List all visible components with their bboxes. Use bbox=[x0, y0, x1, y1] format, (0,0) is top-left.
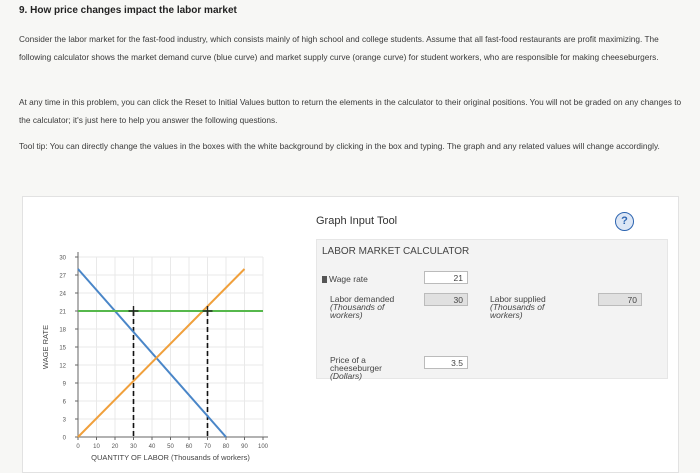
price-unit: (Dollars) bbox=[330, 371, 363, 381]
tool-title: Graph Input Tool bbox=[316, 215, 398, 227]
y-tick-label: 3 bbox=[62, 417, 66, 424]
graph-input-tool-panel bbox=[22, 196, 679, 473]
labor-demanded-label: Labor demanded bbox=[330, 294, 395, 304]
y-tick-label: 21 bbox=[59, 309, 66, 316]
y-tick-label: 24 bbox=[59, 291, 66, 298]
labor-demanded-value: 30 bbox=[424, 293, 468, 306]
x-tick-label: 100 bbox=[257, 444, 269, 450]
wage-rate-bullet-icon bbox=[322, 276, 327, 283]
x-axis-label: QUANTITY OF LABOR (Thousands of workers) bbox=[91, 453, 250, 462]
wage-rate-input[interactable]: 21 bbox=[424, 271, 468, 284]
price-input[interactable]: 3.5 bbox=[424, 356, 468, 369]
calculator-title: LABOR MARKET CALCULATOR bbox=[322, 246, 470, 257]
y-tick-label: 9 bbox=[62, 381, 66, 388]
x-tick-label: 40 bbox=[148, 444, 156, 450]
labor-supplied-group bbox=[490, 295, 570, 319]
question-title: 9. How price changes impact the labor market bbox=[19, 5, 237, 16]
x-tick-label: 70 bbox=[204, 444, 211, 450]
y-tick-label: 15 bbox=[59, 345, 66, 352]
labor-supplied-label: Labor supplied bbox=[490, 294, 546, 304]
y-axis-label: WAGE RATE bbox=[41, 324, 50, 370]
y-tick-label: 12 bbox=[59, 363, 66, 370]
x-tick-label: 50 bbox=[167, 444, 174, 450]
x-tick-label: 10 bbox=[93, 444, 100, 450]
wage-rate-label: Wage rate bbox=[329, 274, 368, 284]
labor-market-calculator bbox=[316, 239, 668, 379]
labor-demanded-group bbox=[330, 295, 410, 319]
wage-rate-row bbox=[322, 275, 368, 283]
y-tick-label: 0 bbox=[62, 435, 66, 442]
x-tick-label: 20 bbox=[111, 444, 119, 450]
tooltip-paragraph: Tool tip: You can directly change the values in the boxes with the white background by clicking in the box and typing. The graph and any related values will change accordingly. bbox=[19, 141, 660, 151]
x-tick-label: 60 bbox=[185, 444, 193, 450]
x-tick-label: 80 bbox=[222, 444, 230, 450]
price-group bbox=[330, 356, 400, 380]
x-tick-label: 90 bbox=[241, 444, 248, 450]
labor-supplied-value: 70 bbox=[598, 293, 642, 306]
y-tick-label: 30 bbox=[59, 255, 66, 262]
y-tick-label: 6 bbox=[62, 399, 66, 406]
labor-supplied-unit: (Thousands of workers) bbox=[490, 302, 545, 320]
help-icon[interactable]: ? bbox=[615, 212, 634, 231]
y-tick-label: 27 bbox=[59, 273, 66, 280]
intro-paragraph: Consider the labor market for the fast-food industry, which consists mainly of high school and college students. Assume that all fast-food restaurants are profit maximizing. The following calculator shows the market demand curve (blue curve) and market supply curve (orange curve) for student workers, who are responsible for making cheeseburgers. bbox=[19, 34, 659, 62]
labor-demanded-unit: (Thousands of workers) bbox=[330, 302, 385, 320]
y-tick-label: 18 bbox=[59, 327, 66, 334]
x-tick-label: 0 bbox=[76, 444, 80, 450]
x-tick-label: 30 bbox=[130, 444, 137, 450]
labor-market-chart bbox=[23, 197, 313, 472]
reset-paragraph: At any time in this problem, you can click the Reset to Initial Values button to return the elements in the calculator to their original positions. You will not be graded on any changes to the calculator; it's just here to help you answer the following questions. bbox=[19, 97, 682, 125]
price-label: Price of a cheeseburger bbox=[330, 355, 382, 373]
